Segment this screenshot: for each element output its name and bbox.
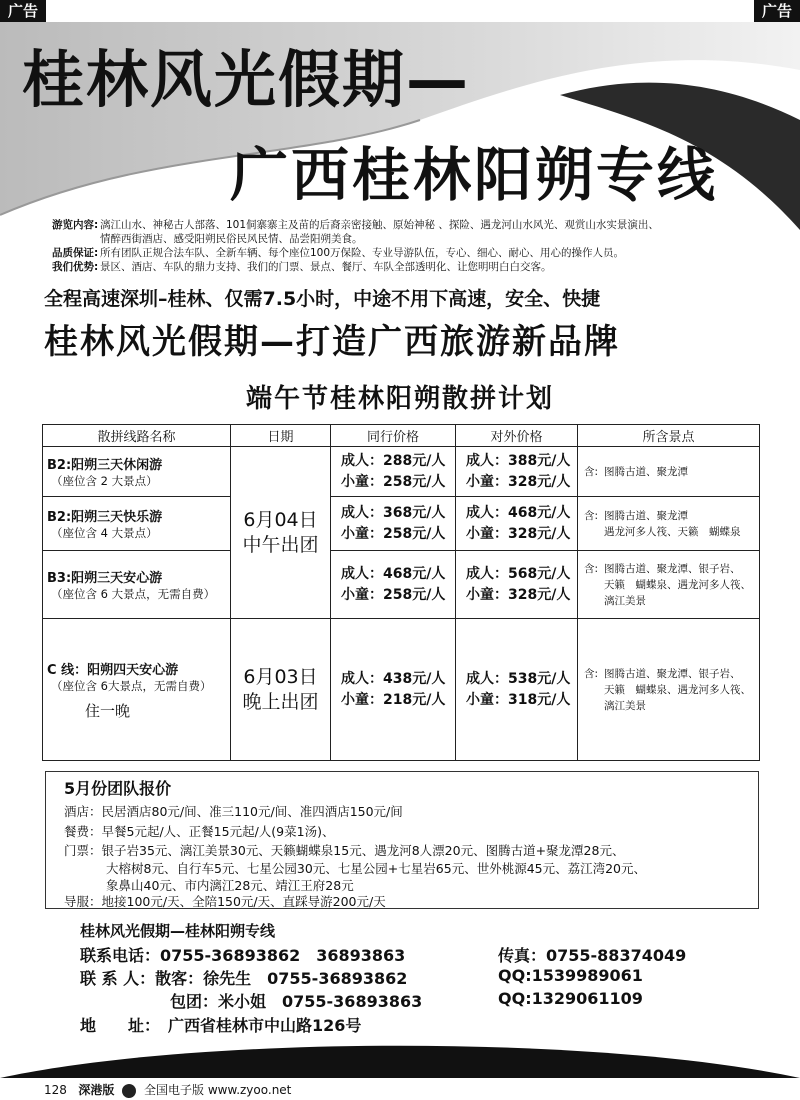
spots-line: 天籁 蝴蝶泉、遇龙河多人筏、: [604, 683, 751, 696]
spots-line: 遇龙河多人筏、天籁 蝴蝶泉: [604, 525, 741, 538]
route-name: B2:阳朔三天休闲游: [47, 458, 163, 473]
table-row: [43, 497, 760, 551]
plan-title: 端午节桂林阳朔散拼计划: [245, 384, 554, 414]
spots-line: 图腾古道、聚龙潭: [604, 465, 688, 478]
spots-line: 天籁 蝴蝶泉、遇龙河多人筏、: [604, 578, 751, 591]
contact-brand: 桂林风光假期—桂林阳朔专线: [80, 922, 276, 940]
route-cell: [43, 447, 231, 497]
spots-line: 图腾古道、聚龙潭: [604, 509, 688, 522]
advantage-text: 景区、酒店、车队的鼎力支持、我们的门票、景点、餐厅、车队全部透明化、让您明明白白交客。: [100, 261, 552, 273]
route-note: （座位含 4 大景点）: [51, 526, 158, 540]
public-price-cell: [456, 619, 578, 761]
peer-child-price: 小童：218元/人: [341, 691, 446, 708]
ad-label-right: 广告: [754, 0, 800, 22]
public-child-price: 小童：318元/人: [466, 691, 571, 708]
peer-adult-price: 成人：438元/人: [341, 670, 446, 687]
route-note: （座位含 2 大景点）: [51, 474, 158, 488]
peer-adult-price: 成人：468元/人: [341, 565, 446, 582]
contact-qq2: QQ:1329061109: [498, 989, 643, 1008]
route-cell: [43, 619, 231, 761]
tour-text-continued: 情醉西街酒店、感受阳朔民俗民风民情、品尝阳朔美食。: [100, 233, 363, 245]
peer-adult-price: 成人：288元/人: [341, 452, 446, 469]
table-row: [43, 447, 760, 497]
team-price-box: [45, 771, 759, 909]
header-peer-price: 同行价格: [331, 425, 456, 447]
table-row: [43, 551, 760, 619]
peer-price-cell: [331, 497, 456, 551]
public-adult-price: 成人：568元/人: [466, 565, 571, 582]
spots-prefix: 含:: [584, 509, 599, 522]
main-title: 桂林风光假期—: [22, 43, 471, 116]
publication-logo-icon: [122, 1084, 136, 1098]
meal-price: 餐费：早餐5元起/人、正餐15元起/人(9菜1汤)、: [64, 824, 335, 839]
spots-cell: [578, 619, 760, 761]
spots-line: 漓江美景: [604, 594, 646, 607]
spots-prefix: 含:: [584, 562, 599, 575]
team-price-title: 5月份团队报价: [64, 779, 172, 798]
header-date: 日期: [231, 425, 331, 447]
route-note: （座位含 6 大景点，无需自费）: [51, 587, 216, 601]
spots-prefix: 含:: [584, 667, 599, 680]
peer-price-cell: [331, 551, 456, 619]
departure-time: 晚上出团: [242, 690, 319, 713]
tour-label: 游览内容:: [52, 219, 99, 231]
date-cell-b: [231, 619, 331, 761]
ticket-price-line2: 大榕树8元、自行车5元、七星公园30元、七星公园+七星岩65元、世外桃源45元、荔江湾20元、: [106, 861, 647, 876]
header-route: 散拼线路名称: [43, 425, 231, 447]
contact-address: 地 址： 广西省桂林市中山路126号: [80, 1016, 362, 1035]
spots-line: 图腾古道、聚龙潭、银子岩、: [604, 667, 741, 680]
peer-child-price: 小童：258元/人: [341, 525, 446, 542]
date-value: 6月04日: [243, 508, 318, 531]
peer-child-price: 小童：258元/人: [341, 473, 446, 490]
page-footer: [44, 1081, 291, 1098]
route-name: B3:阳朔三天安心游: [47, 571, 163, 586]
departure-time: 中午出团: [242, 533, 319, 556]
ad-label-left: 广告: [0, 0, 46, 22]
page-number: 128: [44, 1083, 67, 1097]
tour-price-table: [42, 424, 760, 761]
ticket-price-line3: 象鼻山40元、市内漓江28元、靖江王府28元: [106, 878, 354, 893]
contact-fax: 传真：0755-88374049: [498, 946, 687, 965]
tour-text: 漓江山水、神秘古人部落、101侗寨寨主及苗的后裔亲密接触、原始神秘 、探险、遇龙河山水风光、观赏山水实景演出、: [100, 219, 659, 231]
route-note: （座位含 6大景点，无需自费）: [51, 678, 212, 693]
table-row: [43, 619, 760, 761]
date-value: 6月03日: [243, 665, 318, 688]
public-adult-price: 成人：388元/人: [466, 452, 571, 469]
contact-person1: 联 系 人：散客：徐先生 0755-36893862: [80, 969, 408, 988]
peer-price-cell: [331, 619, 456, 761]
hotel-price: 酒店：民居酒店80元/间、准三110元/间、准四酒店150元/间: [64, 804, 403, 819]
public-adult-price: 成人：538元/人: [466, 670, 571, 687]
sub-title: 广西桂林阳朔专线: [230, 141, 719, 209]
header-public-price: 对外价格: [456, 425, 578, 447]
route-name: C 线：阳朔四天安心游: [47, 662, 179, 678]
footer-arc-decoration: [0, 1030, 800, 1078]
table-header-row: [43, 425, 760, 447]
website-label: 全国电子版 www.zyoo.net: [144, 1083, 292, 1097]
public-child-price: 小童：328元/人: [466, 473, 571, 490]
public-price-cell: [456, 447, 578, 497]
slogan-highway: 全程高速深圳–桂林、仅需7.5小时，中途不用下高速，安全、快捷: [44, 288, 601, 310]
info-block: [52, 218, 782, 274]
spots-prefix: 含:: [584, 465, 599, 478]
spots-cell: [578, 497, 760, 551]
ticket-price-line1: 门票：银子岩35元、漓江美景30元、天籁蝴蝶泉15元、遇龙河8人漂20元、图腾古道+聚龙潭28元、: [64, 843, 625, 858]
guide-price: 导服：地接100元/天、全陪150元/天、直踩导游200元/天: [64, 894, 386, 909]
contact-phone: 联系电话：0755-36893862 36893863: [80, 946, 406, 965]
header-spots: 所含景点: [578, 425, 760, 447]
quality-text: 所有团队正规合法车队、全新车辆、每个座位100万保险、专业导游队伍，专心、细心、耐心、用心的操作人员。: [100, 247, 625, 259]
contact-qq1: QQ:1539989061: [498, 966, 643, 985]
date-cell-a: [231, 447, 331, 619]
public-child-price: 小童：328元/人: [466, 525, 571, 542]
public-child-price: 小童：328元/人: [466, 586, 571, 603]
peer-price-cell: [331, 447, 456, 497]
route-name: B2:阳朔三天快乐游: [47, 510, 163, 525]
peer-child-price: 小童：258元/人: [341, 586, 446, 603]
advantage-label: 我们优势:: [52, 261, 99, 273]
edition-label: 深港版: [78, 1083, 115, 1097]
spots-line: 图腾古道、聚龙潭、银子岩、: [604, 562, 741, 575]
quality-label: 品质保证:: [52, 247, 99, 259]
slogan-brand: 桂林风光假期—打造广西旅游新品牌: [44, 322, 620, 362]
route-cell: [43, 551, 231, 619]
route-cell: [43, 497, 231, 551]
spots-line: 漓江美景: [604, 699, 646, 712]
public-adult-price: 成人：468元/人: [466, 504, 571, 521]
public-price-cell: [456, 497, 578, 551]
spots-cell: [578, 551, 760, 619]
spots-cell: [578, 447, 760, 497]
public-price-cell: [456, 551, 578, 619]
contact-person2: 包团：米小姐 0755-36893863: [170, 992, 423, 1011]
peer-adult-price: 成人：368元/人: [341, 504, 446, 521]
route-stay-note: 住一晚: [85, 701, 131, 720]
